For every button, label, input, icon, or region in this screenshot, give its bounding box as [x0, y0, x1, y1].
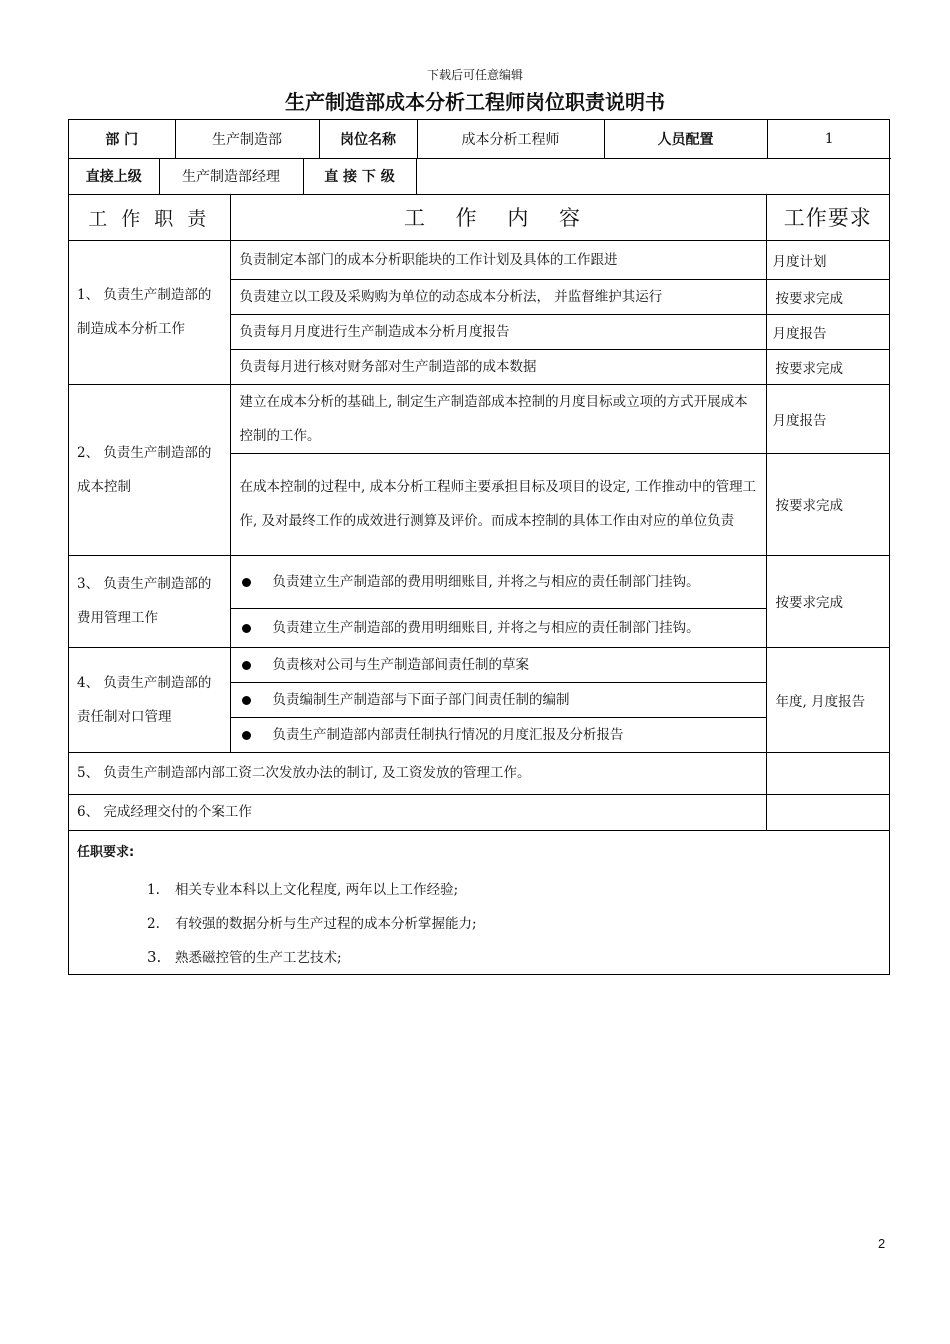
duty-1-item-4-content: 负责每月进行核对财务部对生产制造部的成本数据 [230, 349, 766, 384]
qualifications [69, 830, 889, 974]
duty-1-item-3-content: 负责每月月度进行生产制造成本分析月度报告 [230, 314, 766, 349]
duty-3-title-line1: 3、 负责生产制造部的 [77, 576, 212, 592]
superior-label: 直接上级 [69, 159, 159, 195]
table-row [69, 794, 889, 830]
bullet-icon [242, 731, 251, 740]
duty-5-req [766, 752, 889, 794]
duty-2-item-2-content: 在成本控制的过程中, 成本分析工程师主要承担目标及项目的设定, 工作推动中的管理工作, 及对最终工作的成效进行测算及评价。而成本控制的具体工作由对应的单位负责 [230, 453, 766, 555]
duty-2-title [69, 384, 230, 555]
bullet-icon [242, 578, 251, 587]
duty-1-item-4-req: 按要求完成 [766, 349, 889, 384]
duty-3-req: 按要求完成 [766, 555, 889, 647]
duty-2-item-1-content: 建立在成本分析的基础上, 制定生产制造部成本控制的月度目标或立项的方式开展成本控制的工作。 [230, 384, 766, 453]
duty-1-item-2-content: 负责建立以工段及采购购为单位的动态成本分析法， 并监督维护其运行 [230, 279, 766, 314]
duty-4-req: 年度, 月度报告 [766, 647, 889, 752]
qualification-2-num: 2. [147, 915, 160, 932]
table-row [69, 555, 889, 608]
page-number: 2 [878, 1236, 886, 1251]
dept-label: 部 门 [69, 120, 175, 158]
qualification-1-text: 相关专业本科以上文化程度, 两年以上工作经验; [175, 881, 459, 898]
duty-1-item-1-content: 负责制定本部门的成本分析职能块的工作计划及具体的工作跟进 [230, 240, 766, 279]
duty-4-item-3 [230, 717, 766, 752]
duty-1-title [69, 240, 230, 384]
duty-3-title-line2: 费用管理工作 [77, 610, 158, 626]
table-row [69, 384, 889, 453]
staff-value: 1 [767, 120, 891, 158]
subordinate-value [416, 159, 889, 195]
content-column-header: 工 作 内 容 [230, 195, 766, 240]
dept-value: 生产制造部 [175, 120, 319, 158]
download-note: 下载后可任意编辑 [426, 68, 523, 82]
duty-4-title-line2: 责任制对口管理 [77, 708, 172, 725]
duty-1-item-1-req: 月度计划 [766, 240, 889, 279]
list-item [77, 946, 881, 966]
duty-4-title [69, 647, 230, 752]
position-value: 成本分析工程师 [417, 120, 604, 158]
table-row [69, 240, 889, 279]
subordinate-label: 直 接 下 级 [303, 159, 416, 195]
bullet-icon [242, 696, 251, 705]
duty-4-item-2-content: 负责编制生产制造部与下面子部门间责任制的编制 [272, 691, 570, 708]
requirement-column-header: 工作要求 [766, 195, 889, 240]
duty-4-item-1 [230, 647, 766, 682]
header-row-1 [69, 120, 891, 159]
duty-column-header: 工 作 职 责 [69, 195, 230, 240]
superior-value: 生产制造部经理 [159, 159, 303, 195]
duty-4-item-2 [230, 682, 766, 717]
qualification-3-text: 熟悉磁控管的生产工艺技术; [175, 949, 342, 966]
table-row [69, 752, 889, 794]
duty-1-title-line1: 1、 负责生产制造部的 [77, 287, 212, 303]
table-row [69, 647, 889, 682]
staff-label: 人员配置 [604, 120, 767, 158]
duty-4-item-3-content: 负责生产制造部内部责任制执行情况的月度汇报及分析报告 [272, 726, 624, 743]
bullet-icon [242, 624, 251, 633]
qualification-2-text: 有较强的数据分析与生产过程的成本分析掌握能力; [175, 915, 477, 932]
qualifications-title: 任职要求: [77, 844, 135, 860]
duty-4-item-1-content: 负责核对公司与生产制造部间责任制的草案 [272, 656, 529, 673]
duty-2-item-2-req: 按要求完成 [766, 453, 889, 555]
duty-1-item-3-req: 月度报告 [766, 314, 889, 349]
job-description-table [68, 119, 890, 975]
duty-1-title-line2: 制造成本分析工作 [77, 321, 185, 337]
duty-4-title-line1: 4、 负责生产制造部的 [77, 674, 212, 691]
position-label: 岗位名称 [319, 120, 417, 158]
qualification-3-num: 3. [147, 947, 162, 966]
duty-2-item-1-req: 月度报告 [766, 384, 889, 453]
list-item [77, 878, 881, 898]
duty-2-title-line2: 成本控制 [77, 478, 131, 495]
duty-3-item-1 [230, 555, 766, 608]
duty-3-item-2-content: 负责建立生产制造部的费用明细账目, 并将之与相应的责任制部门挂钩。 [272, 619, 700, 636]
qualifications-row [69, 830, 889, 974]
header-row-2 [69, 159, 889, 196]
column-header-row [69, 195, 889, 240]
duty-1-item-2-req: 按要求完成 [766, 279, 889, 314]
duty-6-req [766, 794, 889, 830]
duty-2-title-line1: 2、 负责生产制造部的 [77, 444, 212, 461]
list-item [77, 912, 881, 932]
document-title: 生产制造部成本分析工程师岗位职责说明书 [285, 90, 665, 114]
duty-3-item-2 [230, 608, 766, 647]
duties-table [69, 195, 889, 974]
duty-3-item-1-content: 负责建立生产制造部的费用明细账目, 并将之与相应的责任制部门挂钩。 [272, 573, 700, 590]
bullet-icon [242, 661, 251, 670]
duty-5: 5、 负责生产制造部内部工资二次发放办法的制订, 及工资发放的管理工作。 [69, 752, 766, 794]
duty-6: 6、 完成经理交付的个案工作 [69, 794, 766, 830]
qualification-1-num: 1. [147, 881, 160, 898]
duty-3-title [69, 555, 230, 647]
